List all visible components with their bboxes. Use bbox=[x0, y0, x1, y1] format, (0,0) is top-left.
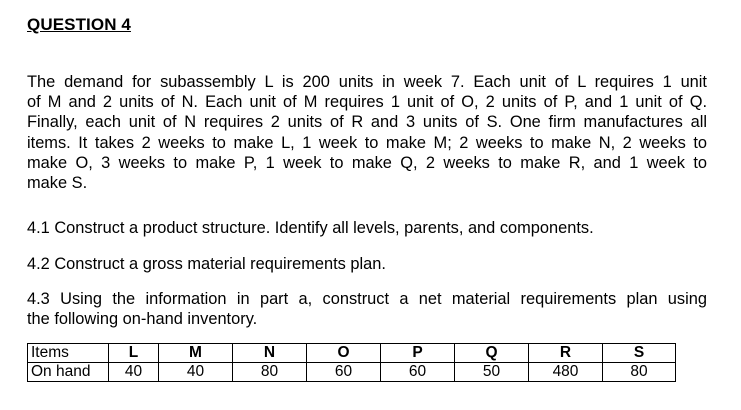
item-header: S bbox=[603, 344, 676, 363]
problem-line: make O, 3 weeks to make P, 1 week to make Q, 2 weeks to make R, and 1 week to bbox=[27, 153, 707, 172]
question-4-3-line: 4.3 Using the information in part a, construct a net material requirements plan using bbox=[27, 290, 707, 308]
question-heading: QUESTION 4 bbox=[27, 15, 131, 34]
inventory-onhand-row bbox=[28, 363, 676, 382]
problem-line: Finally, each unit of N requires 2 units of R and 3 units of S. One firm manufactures all bbox=[27, 113, 707, 132]
item-header: M bbox=[159, 344, 233, 363]
item-header: P bbox=[381, 344, 455, 363]
item-header: Q bbox=[455, 344, 529, 363]
onhand-value: 40 bbox=[109, 363, 159, 382]
question-4-3 bbox=[27, 289, 707, 329]
item-header: O bbox=[307, 344, 381, 363]
onhand-value: 480 bbox=[529, 363, 603, 382]
onhand-value: 60 bbox=[381, 363, 455, 382]
items-label: Items bbox=[28, 344, 109, 363]
problem-line: of M and 2 units of N. Each unit of M requires 1 unit of O, 2 units of P, and 1 unit of Q. bbox=[27, 93, 707, 112]
inventory-header-row bbox=[28, 344, 676, 363]
item-header: R bbox=[529, 344, 603, 363]
item-header: L bbox=[109, 344, 159, 363]
onhand-label: On hand bbox=[28, 363, 109, 382]
onhand-value: 80 bbox=[603, 363, 676, 382]
question-4-3-line: the following on-hand inventory. bbox=[27, 310, 258, 329]
onhand-value: 40 bbox=[159, 363, 233, 382]
inventory-table bbox=[27, 343, 676, 382]
problem-statement bbox=[27, 72, 707, 193]
problem-line: make S. bbox=[27, 174, 88, 193]
problem-line: The demand for subassembly L is 200 units in week 7. Each unit of L requires 1 unit bbox=[27, 73, 707, 91]
onhand-value: 60 bbox=[307, 363, 381, 382]
onhand-value: 80 bbox=[233, 363, 307, 382]
question-4-2: 4.2 Construct a gross material requirements plan. bbox=[27, 255, 386, 273]
item-header: N bbox=[233, 344, 307, 363]
question-4-1: 4.1 Construct a product structure. Identify all levels, parents, and components. bbox=[27, 219, 594, 237]
problem-line: items. It takes 2 weeks to make L, 1 week to make M; 2 weeks to make N, 2 weeks to bbox=[27, 133, 707, 152]
onhand-value: 50 bbox=[455, 363, 529, 382]
